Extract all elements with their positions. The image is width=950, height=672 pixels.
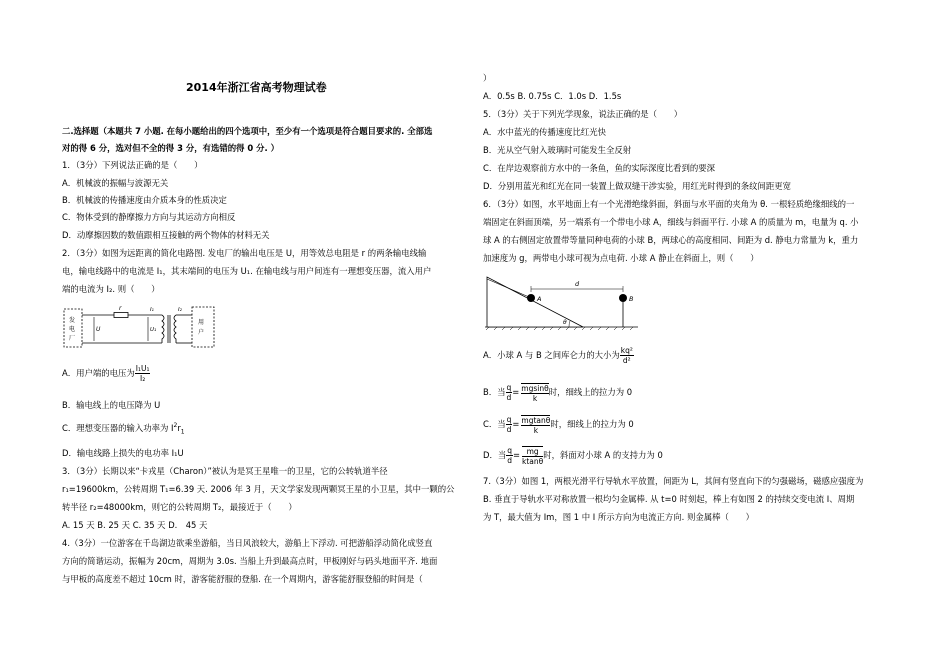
q5-option-c: C．在岸边观察前方水中的一条鱼，鱼的实际深度比看到的要深 (483, 163, 715, 173)
u1-label: U₁ (150, 327, 157, 333)
ball-b-label: B (629, 295, 634, 303)
q2-a-fraction: $\frac{\text{I₁U₁}}{\text{I₂}}$ (135, 364, 150, 383)
transformer-primary (162, 315, 164, 343)
q6-option-a: A．小球 A 与 B 之间库仑力的大小为 $\frac{\text{kq²}}{\text{d²}}$ (483, 346, 633, 365)
section-instruction-line2: 对的得 6 分，选对但不全的得 3 分，有选错的得 0 分. ） (62, 143, 279, 153)
gen-label-2: 电 (69, 326, 76, 333)
q5-option-a: A．水中蓝光的传播速度比红光快 (483, 127, 606, 137)
q4-stem-line3: 与甲板的高度差不超过 10cm 时，游客能舒服的登船. 在一个周期内，游客能舒服登船的时间是（ (62, 574, 423, 584)
ball-b (619, 294, 627, 302)
q2-option-a: A．用户端的电压为 $\frac{\text{I₁U₁}}{\text{I₂}}$ (62, 364, 150, 383)
gen-label-1: 发 (69, 317, 76, 324)
q2-stem-line3: 端的电流为 I₂. 则（ ） (62, 284, 160, 294)
user-label-2: 户 (198, 329, 205, 336)
i2-label: I₂ (178, 307, 182, 313)
ball-a (527, 294, 535, 302)
q6-stem-line4: 加速度为 g，两带电小球可视为点电荷. 小球 A 静止在斜面上，则（ ） (483, 253, 759, 263)
q7-stem-line3: 为 T，最大值为 Im，图 1 中 I 所示方向为电流正方向. 则金属棒（ ） (483, 512, 754, 522)
q3-stem-line2: r₁=19600km，公转周期 T₁=6.39 天. 2006 年 3 月，天文学家发现两颗冥王星的小卫星，其中一颗的公 (62, 484, 455, 494)
q1-option-c: C．物体受到的静摩擦力方向与其运动方向相反 (62, 212, 236, 222)
q2-stem-line2: 电，输电线路中的电流是 I₁，其末端间的电压为 U₁. 在输电线与用户间连有一理想变压器，流入用户 (62, 266, 432, 276)
q6-stem-line3: 球 A 的右侧固定放置带等量同种电荷的小球 B，两球心的高度相同、间距为 d. 静电力常量为 k，重力 (483, 235, 859, 245)
transformer-secondary (174, 315, 176, 343)
q1-stem: 1．（3分）下列说法正确的是（ ） (62, 160, 203, 170)
q1-option-a: A．机械波的振幅与波源无关 (62, 178, 169, 188)
q5-stem: 5．（3分）关于下列光学现象，说法正确的是（ ） (483, 109, 683, 119)
q2-option-b: B．输电线上的电压降为 U (62, 400, 161, 410)
q6-incline-diagram (483, 271, 643, 331)
q2-circuit-diagram (62, 303, 222, 351)
ball-a-label: A (537, 295, 542, 303)
gen-label-3: 厂 (69, 335, 76, 342)
page-title: 2014年浙江省高考物理试卷 (186, 81, 327, 94)
distance-d-label: d (575, 280, 580, 288)
q7-stem-line1: 7.（3分）如图 1，两根光滑平行导轨水平放置，间距为 L，其间有竖直向下的匀强磁场，磁感应强度为 (483, 476, 864, 486)
q5-option-d: D．分别用蓝光和红光在同一装置上做双缝干涉实验，用红光时得到的条纹间距更宽 (483, 181, 791, 191)
q2-option-c: C．理想变压器的输入功率为 $I^2r_1$ (62, 422, 185, 436)
q6-c-sqrt: $\frac{mgtan\theta}{k}$ (521, 415, 551, 435)
q2-stem-line1: 2．（3分）如图为远距离的简化电路图. 发电厂的输出电压是 U，用等效总电阻是 r 的两条输电线输 (62, 248, 427, 258)
q1-option-d: D．动摩擦因数的数值跟相互接触的两个物体的材料无关 (62, 230, 270, 240)
q3-options: A. 15 天 B. 25 天 C. 35 天 D. 45 天 (62, 520, 208, 530)
q1-option-b: B．机械波的传播速度由介质本身的性质决定 (62, 195, 227, 205)
q4-options: A．0.5s B. 0.75s C．1.0s D．1.5s (483, 91, 622, 101)
q5-option-b: B．光从空气射入玻璃时可能发生全反射 (483, 145, 632, 155)
q7-stem-line2: B. 垂直于导轨水平对称放置一根均匀金属棒. 从 t=0 时刻起，棒上有如图 2 的持续交变电流 I、周期 (483, 494, 855, 504)
angle-theta-label: θ (563, 319, 567, 326)
q6-option-b: B．当 $\frac{q}{d}$ = $\frac{mgsin\theta}{k}$ 时，细线上的拉力为 0 (483, 383, 633, 403)
q3-stem-line3: 转半径 r₂=48000km，则它的公转周期 T₂，最接近于（ ） (62, 502, 297, 512)
q4-stem-close: ） (483, 73, 492, 83)
q6-option-d: D．当 $\frac{q}{d}$ = $\frac{mg}{ktan\theta}$ 时，斜面对小球 A 的支持力为 0 (483, 446, 663, 466)
section-instruction-line1: 二.选择题（本题共 7 小题. 在每小题给出的四个选项中，至少有一个选项是符合题目要求的. 全部选 (62, 126, 433, 136)
q4-stem-line2: 方向的简谐运动，振幅为 20cm，周期为 3.0s. 当船上升到最高点时，甲板刚好与码头地面平齐. 地面 (62, 556, 438, 566)
q6-a-fraction: $\frac{\text{kq²}}{\text{d²}}$ (620, 346, 633, 365)
q2-option-d: D．输电线路上损失的电功率 I₁U (62, 448, 184, 458)
i1-label: I₁ (150, 307, 154, 313)
r-label: r (119, 305, 122, 312)
q6-stem-line1: 6．（3分）如图，水平地面上有一个光滑绝缘斜面，斜面与水平面的夹角为 θ. 一根轻质绝缘细线的一 (483, 199, 855, 209)
resistor-r (114, 313, 128, 318)
user-label-1: 用 (198, 319, 205, 326)
u-label: U (96, 326, 101, 333)
q6-b-sqrt: $\frac{mgsin\theta}{k}$ (521, 383, 549, 403)
q3-stem-line1: 3．（3分）长期以来“卡戎星（Charon）”被认为是冥王星唯一的卫星，它的公转轨道半径 (62, 466, 388, 476)
user-box (192, 307, 214, 347)
q4-stem-line1: 4.（3分）一位游客在千岛湖边欲乘坐游船，当日风浪较大，游船上下浮动. 可把游船浮动简化成竖直 (62, 538, 433, 548)
q6-option-c: C．当 $\frac{q}{d}$ = $\frac{mgtan\theta}{k}$ 时，细线上的拉力为 0 (483, 415, 634, 435)
incline (487, 277, 583, 327)
q6-d-sqrt: $\frac{mg}{ktan\theta}$ (522, 446, 544, 466)
q6-stem-line2: 端固定在斜面顶端，另一端系有一个带电小球 A，细线与斜面平行. 小球 A 的质量为 m，电量为 q. 小 (483, 217, 859, 227)
